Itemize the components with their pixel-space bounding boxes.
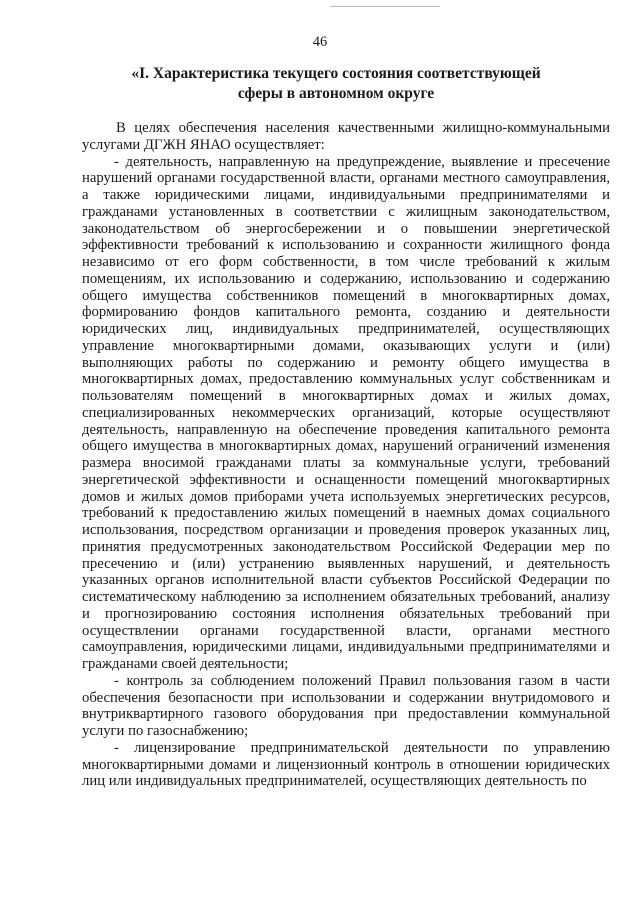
section-title <box>96 64 576 104</box>
section-title-line-1: «I. Характеристика текущего состояния соответствующей <box>131 65 541 82</box>
page-number: 46 <box>312 34 328 50</box>
top-rule <box>330 6 440 7</box>
section-title-line-2: сферы в автономном округе <box>237 85 435 102</box>
paragraph-intro: В целях обеспечения населения качественными жилищно-коммунальными услугами ДГЖН ЯНАО осуществляет: <box>82 120 610 153</box>
document-body <box>82 120 610 790</box>
paragraph-licensing: - лицензирование предпринимательской деятельности по управлению многоквартирными домами и лицензионный контроль в отношении юридических лиц или индивидуальных предпринимателей, осуществляющих деятельность по <box>82 739 610 790</box>
paragraph-activity: - деятельность, направленную на предупреждение, выявление и пресечение нарушений органами государственной власти, органами местного самоуправления, а также юридическими лицами, индивидуальными предпринимателями и гражданами установленных в соответствии с жилищным законодательством, законодательством об энергосбережении и о повышении энергетической эффективности требований к использованию и сохранности жилищного фонда независимо от его форм собственности, в том числе требований к жилым помещениям, их использованию и содержанию, использованию и содержанию общего имущества собственников помещений в многоквартирных домах, формированию фондов капитального ремонта, созданию и деятельности юридических лиц, индивидуальных предпринимателей, осуществляющих управление многоквартирными домами, оказывающих услуги и (или) выполняющих работы по содержанию и ремонту общего имущества в многоквартирных домах, предоставлению коммунальных услуг собственникам и пользователям помещений в многоквартирных домах и жилых домах, специализированных некоммерческих организаций, которые осуществляют деятельность, направленную на обеспечение проведения капитального ремонта общего имущества в многоквартирных домах, нарушений ограничений изменения размера вносимой гражданами платы за коммунальные услуги, требований энергетической эффективности и оснащенности помещений многоквартирных домов и жилых домов приборами учета используемых энергетических ресурсов, требований к предоставлению жилых помещений в наемных домах социального использования, посредством организации и проведения проверок указанных лиц, принятия предусмотренных законодательством Российской Федерации мер по пресечению и (или) устранению выявленных нарушений, и деятельность указанных органов исполнительной власти субъектов Российской Федерации по систематическому наблюдению за исполнением обязательных требований, анализу и прогнозированию состояния исполнения обязательных требований при осуществлении органами государственной власти, органами местного самоуправления, юридическими лицами, индивидуальными предпринимателями и гражданами своей деятельности; <box>82 153 610 672</box>
paragraph-gas-control: - контроль за соблюдением положений Правил пользования газом в части обеспечения безопасности при использовании и содержании внутридомового и внутриквартирного газового оборудования при предоставлении коммунальной услуги по газоснабжению; <box>82 672 610 739</box>
